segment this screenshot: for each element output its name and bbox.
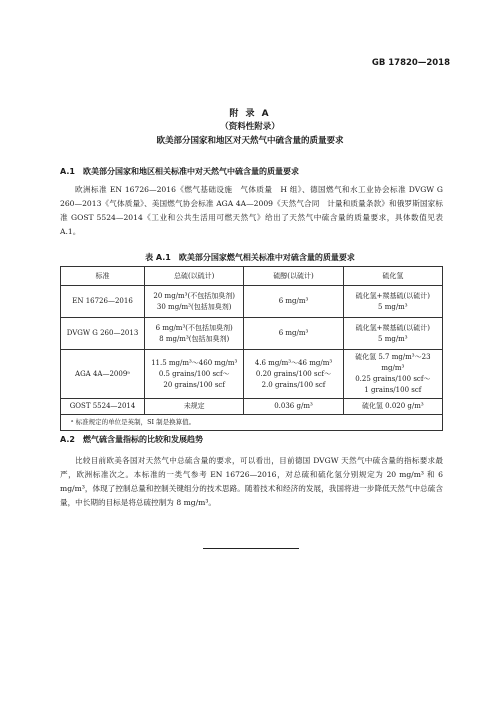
column-header-h2s: 硫化氢 xyxy=(343,267,442,286)
end-separator-line xyxy=(203,548,299,549)
section-a1-heading: A.1 欧美部分国家和地区相关标准中对天然气中硫含量的质量要求 xyxy=(60,167,299,176)
appendix-heading: 欧美部分国家和地区对天然气中硫含量的质量要求 xyxy=(156,136,344,146)
cell-total-sulfur: 未规定 xyxy=(145,399,244,415)
appendix-title: 附 录 A xyxy=(229,109,271,119)
cell-standard: DVGW G 260—2013 xyxy=(61,318,145,350)
table-row xyxy=(61,286,443,318)
cell-mercaptan: 0.036 g/m³ xyxy=(244,399,343,415)
appendix-type: （资料性附录） xyxy=(220,122,280,132)
table-row xyxy=(61,318,443,350)
table-footnote-row xyxy=(61,415,443,431)
cell-standard: EN 16726—2016 xyxy=(61,286,145,318)
section-a1-paragraph: 欧洲标准 EN 16726—2016《燃气基础设施 气体质量 H 组》、德国燃气和水工业协会标准 DVGW G 260—2013《气体质量》、美国燃气协会标准 AGA 4A—2009《天然气合同 计量和质量条款》和俄罗斯国家标准 GOST 5524—2014《工业和公共生活用可燃天然气》给出了天然气中硫含量的质量要求，具体数值见表 A.1。 xyxy=(60,185,443,236)
cell-total-sulfur: 6 mg/m³(不包括加臭剂) 8 mg/m³(包括加臭剂) xyxy=(145,318,244,350)
table-header-row xyxy=(61,267,443,286)
cell-mercaptan: 6 mg/m³ xyxy=(244,318,343,350)
cell-total-sulfur: 11.5 mg/m³～460 mg/m³ 0.5 grains/100 scf～ 20 grains/100 scf xyxy=(145,350,244,399)
cell-standard: AGA 4A—2009ᵃ xyxy=(61,350,145,399)
section-a2-heading: A.2 燃气硫含量指标的比较和发展趋势 xyxy=(60,435,203,444)
cell-total-sulfur: 20 mg/m³(不包括加臭剂) 30 mg/m³(包括加臭剂) xyxy=(145,286,244,318)
section-a2-paragraph: 比较目前欧美各国对天然气中总硫含量的要求，可以看出，目前德国 DVGW 天然气中硫含量的指标要求最严，欧洲标准次之。本标准的一类气参考 EN 16726—2016，对总硫和硫化氢分别规定为 20 mg/m³ 和 6 mg/m³，体现了控制总量和控制关键组分的技术思路。随着技术和经济的发展，我国将进一步降低天然气中总硫含量，中长期的目标是将总硫控制为 8 mg/m³。 xyxy=(60,456,443,507)
cell-mercaptan: 6 mg/m³ xyxy=(244,286,343,318)
cell-h2s: 硫化氢+羰基硫(以硫计) 5 mg/m³ xyxy=(343,286,442,318)
sulfur-requirements-table xyxy=(60,266,443,431)
cell-mercaptan: 4.6 mg/m³～46 mg/m³ 0.20 grains/100 scf～ 2.0 grains/100 scf xyxy=(244,350,343,399)
cell-h2s: 硫化氢 5.7 mg/m³～23 mg/m³ 0.25 grains/100 scf～ 1 grains/100 scf xyxy=(343,350,442,399)
column-header-total-sulfur: 总硫(以硫计) xyxy=(145,267,244,286)
column-header-standard: 标准 xyxy=(61,267,145,286)
cell-standard: GOST 5524—2014 xyxy=(61,399,145,415)
cell-h2s: 硫化氢+羰基硫(以硫计) 5 mg/m³ xyxy=(343,318,442,350)
table-footnote: ᵃ 标准规定的单位是英制，SI 制是换算值。 xyxy=(61,415,443,431)
standard-code: GB 17820—2018 xyxy=(371,58,450,68)
table-row xyxy=(61,399,443,415)
table-row xyxy=(61,350,443,399)
column-header-mercaptan: 硫醇(以硫计) xyxy=(244,267,343,286)
cell-h2s: 硫化氢 0.020 g/m³ xyxy=(343,399,442,415)
table-caption: 表 A.1 欧美部分国家燃气相关标准中对硫含量的质量要求 xyxy=(145,253,355,262)
